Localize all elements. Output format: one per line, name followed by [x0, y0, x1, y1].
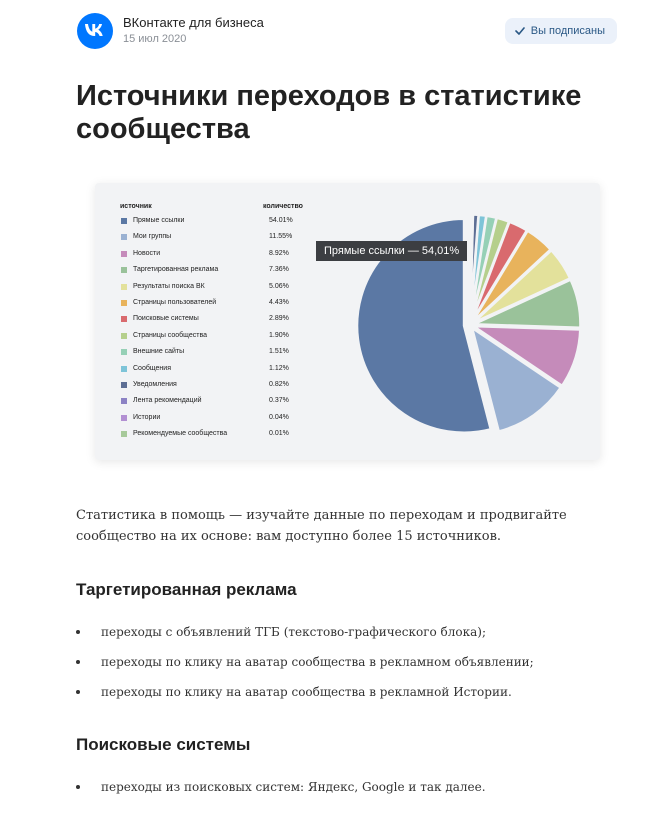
bullet-icon [76, 660, 80, 664]
legend-value: 1.12% [269, 364, 289, 372]
list-item-text: переходы с объявлений ТГБ (текстово-графического блока); [101, 625, 487, 639]
chart-image [95, 183, 600, 460]
legend-value: 0.37% [269, 397, 289, 405]
legend-value: 4.43% [269, 299, 289, 306]
legend-label: Сообщения [133, 364, 171, 372]
legend-value: 0.04% [269, 413, 289, 421]
subscribed-button[interactable] [505, 18, 617, 44]
post-header [77, 13, 617, 49]
legend-label: Результаты поиска ВК [133, 282, 205, 290]
subscribed-label: Вы подписаны [530, 25, 605, 37]
section-heading-targeted-ads: Таргетированная реклама [76, 580, 297, 599]
author-name[interactable]: ВКонтакте для бизнеса [123, 15, 264, 30]
bullet-icon [76, 630, 80, 634]
list-item-text: переходы из поисковых систем: Яндекс, Google и так далее. [101, 780, 486, 794]
bullet-icon [76, 785, 80, 789]
legend-value: 5.06% [269, 282, 289, 290]
legend-label: Страницы пользователей [133, 299, 217, 306]
legend-label: Внешние сайты [133, 348, 185, 356]
legend-label: Уведомления [133, 381, 177, 388]
list-item-text: переходы по клику на аватар сообщества в рекламной Истории. [101, 685, 512, 699]
chart-tooltip: Прямые ссылки — 54,01% [316, 241, 467, 261]
section-heading-search-engines: Поисковые системы [76, 735, 251, 754]
legend-value: 54.01% [269, 217, 293, 224]
intro-paragraph: Статистика в помощь — изучайте данные по переходам и продвигайте сообщество на их основе: вам доступно более 15 источников. [76, 508, 567, 544]
legend-value: 1.51% [269, 348, 289, 356]
list-item-text: переходы по клику на аватар сообщества в рекламном объявлении; [101, 655, 534, 669]
legend-value: 11.55% [269, 233, 293, 241]
bullet-icon [76, 690, 80, 694]
legend-value: 7.36% [269, 266, 289, 274]
targeted-ads-list [76, 624, 636, 714]
legend-value: 1.90% [269, 331, 289, 339]
legend-label: Поисковые системы [133, 315, 199, 323]
pie-chart [95, 183, 600, 460]
legend-label: Лента рекомендаций [133, 397, 202, 405]
list-item [76, 779, 636, 809]
legend-header-count: количество [263, 203, 303, 210]
search-engines-list [76, 779, 636, 809]
legend-label: Истории [133, 413, 161, 421]
legend-value: 8.92% [269, 249, 289, 257]
post-date: 15 июл 2020 [123, 33, 187, 45]
legend-label: Таргетированная реклама [133, 266, 219, 274]
legend-label: Мои группы [133, 233, 172, 241]
legend-value: 0.82% [269, 381, 289, 388]
legend-label: Страницы сообщества [133, 331, 207, 339]
legend-header-source: источник [120, 203, 152, 210]
list-item [76, 654, 636, 684]
legend-label: Новости [133, 249, 161, 257]
legend-value: 2.89% [269, 315, 289, 323]
legend-label: Рекомендуемые сообщества [133, 430, 228, 438]
list-item [76, 624, 636, 654]
legend-label: Прямые ссылки [133, 217, 185, 224]
check-icon [515, 27, 525, 35]
article-title: Источники переходов в статистике сообщества [76, 80, 582, 145]
vk-logo-icon[interactable] [77, 13, 113, 49]
list-item [76, 684, 636, 714]
legend-value: 0.01% [269, 430, 289, 438]
